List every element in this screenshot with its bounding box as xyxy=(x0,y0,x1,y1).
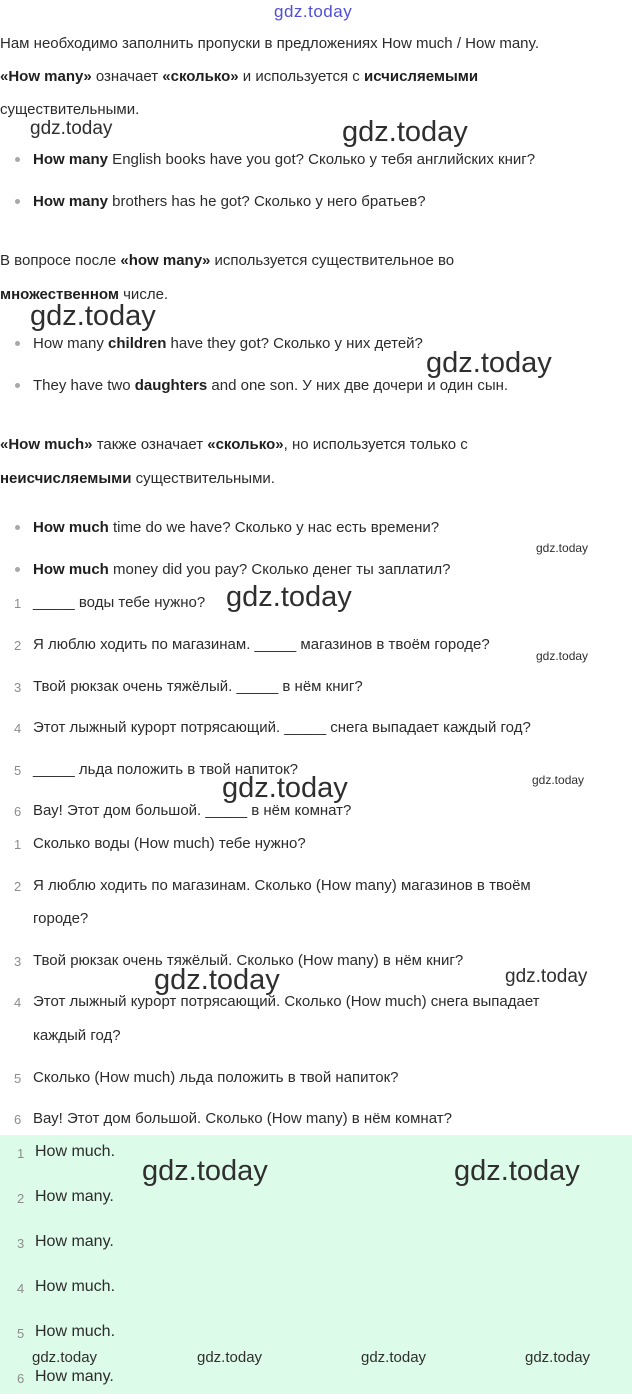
rule-much-line1 xyxy=(0,436,468,453)
word: «сколько» xyxy=(207,436,284,453)
watermark: gdz.today xyxy=(32,1349,98,1366)
term: «How much» xyxy=(0,436,93,453)
answer-number: 4 xyxy=(17,1281,25,1296)
text: , но используется только с xyxy=(283,436,468,453)
watermark-top: gdz.today xyxy=(274,2,353,21)
text: означает xyxy=(91,68,163,85)
watermark: gdz.today xyxy=(197,1349,263,1366)
answer-text: How much. xyxy=(35,1323,116,1340)
answer-text: How many. xyxy=(35,1368,114,1385)
watermark: gdz.today xyxy=(342,116,468,148)
watermark: gdz.today xyxy=(226,581,352,613)
word: «сколько» xyxy=(162,68,239,85)
text: также означает xyxy=(92,436,208,453)
example-much-1 xyxy=(33,519,439,536)
question-text: _____ воды тебе нужно? xyxy=(33,594,206,611)
bold-term: How much xyxy=(33,519,109,536)
translation-number: 5 xyxy=(14,1071,22,1086)
question-number: 4 xyxy=(14,721,22,736)
watermark: gdz.today xyxy=(222,772,348,804)
answer-number: 1 xyxy=(17,1146,25,1161)
text: используется существительное во xyxy=(210,252,455,269)
translation-text: Я люблю ходить по магазинам. Сколько (How many) магазинов в твоём xyxy=(33,877,531,894)
answer-number: 3 xyxy=(17,1236,25,1251)
text: time do we have? Сколько у нас есть времени? xyxy=(108,519,440,536)
translation-number: 4 xyxy=(14,995,22,1010)
text: They have two xyxy=(33,377,135,394)
watermark: gdz.today xyxy=(426,347,552,379)
watermark: gdz.today xyxy=(142,1155,268,1187)
watermark: gdz.today xyxy=(505,966,588,987)
bullet xyxy=(15,567,20,572)
translation-number: 6 xyxy=(14,1112,22,1127)
question-number: 5 xyxy=(14,763,22,778)
rule-many-line2: существительными. xyxy=(0,101,140,118)
term: «How many» xyxy=(0,68,92,85)
text: brothers has he got? Сколько у него братьев? xyxy=(108,193,426,210)
example-many-2 xyxy=(33,193,426,210)
translation-text-cont: городе? xyxy=(33,910,89,927)
bold-term: How much xyxy=(33,561,109,578)
bold-word: daughters xyxy=(134,377,208,394)
answer-text: How many. xyxy=(35,1188,114,1205)
example-plural-1 xyxy=(33,335,423,352)
question-text: Я люблю ходить по магазинам. _____ магазинов в твоём городе? xyxy=(33,636,490,653)
translation-text: Вау! Этот дом большой. Сколько (How many) в нём комнат? xyxy=(33,1110,452,1127)
text: English books have you got? Сколько у тебя английских книг? xyxy=(108,151,536,168)
translation-number: 3 xyxy=(14,954,22,969)
watermark: gdz.today xyxy=(30,300,156,332)
watermark: gdz.today xyxy=(536,649,589,663)
example-much-2 xyxy=(33,561,450,578)
bullet xyxy=(15,199,20,204)
answer-number: 6 xyxy=(17,1371,25,1386)
question-number: 1 xyxy=(14,596,22,611)
question-text: Этот лыжный курорт потрясающий. _____ снега выпадает каждый год? xyxy=(33,719,531,736)
bullet xyxy=(15,341,20,346)
text: How many xyxy=(33,335,109,352)
text: числе. xyxy=(118,286,169,303)
translation-text: Твой рюкзак очень тяжёлый. Сколько (How many) в нём книг? xyxy=(33,952,464,969)
text: существительными. xyxy=(131,470,275,487)
bold-term: How many xyxy=(33,151,109,168)
watermark: gdz.today xyxy=(532,773,585,787)
text: В вопросе после xyxy=(0,252,121,269)
watermark: gdz.today xyxy=(525,1349,591,1366)
plural-rule-line1 xyxy=(0,252,454,269)
bold-word: множественном xyxy=(0,286,119,303)
question-number: 6 xyxy=(14,804,22,819)
text: money did you pay? Сколько денег ты заплатил? xyxy=(108,561,451,578)
question-number: 3 xyxy=(14,680,22,695)
translation-number: 1 xyxy=(14,837,22,852)
watermark: gdz.today xyxy=(30,118,113,139)
answer-number: 2 xyxy=(17,1191,25,1206)
question-text: Твой рюкзак очень тяжёлый. _____ в нём книг? xyxy=(33,678,363,695)
translation-text: Сколько (How much) льда положить в твой напиток? xyxy=(33,1069,399,1086)
answer-text: How much. xyxy=(35,1143,116,1160)
text: have they got? Сколько у них детей? xyxy=(166,335,423,352)
translation-text: Этот лыжный курорт потрясающий. Сколько (How much) снега выпадает xyxy=(33,993,540,1010)
intro-text: Нам необходимо заполнить пропуски в предложениях How much / How many. xyxy=(0,35,540,52)
translation-number: 2 xyxy=(14,879,22,894)
answer-text: How many. xyxy=(35,1233,114,1250)
translation-text: Сколько воды (How much) тебе нужно? xyxy=(33,835,306,852)
question-number: 2 xyxy=(14,638,22,653)
bullet xyxy=(15,525,20,530)
watermark: gdz.today xyxy=(536,541,589,555)
kind: неисчисляемыми xyxy=(0,470,132,487)
watermark: gdz.today xyxy=(454,1155,580,1187)
rule-many-line1 xyxy=(0,68,478,85)
question-text: _____ льда положить в твой напиток? xyxy=(33,761,298,778)
kind: исчисляемыми xyxy=(363,68,479,85)
bullet xyxy=(15,383,20,388)
bullet xyxy=(15,157,20,162)
watermark: gdz.today xyxy=(361,1349,427,1366)
watermark: gdz.today xyxy=(154,964,280,996)
answer-text: How much. xyxy=(35,1278,116,1295)
example-plural-2 xyxy=(33,377,508,394)
text: and one son. У них две дочери и один сын. xyxy=(207,377,509,394)
bold-word: children xyxy=(108,335,167,352)
question-text: Вау! Этот дом большой. _____ в нём комнат? xyxy=(33,802,352,819)
term: «how many» xyxy=(120,252,211,269)
rule-much-line2 xyxy=(0,470,275,487)
bold-term: How many xyxy=(33,193,109,210)
translation-text-cont: каждый год? xyxy=(33,1027,121,1044)
text: и используется с xyxy=(238,68,364,85)
answer-number: 5 xyxy=(17,1326,25,1341)
example-many-1 xyxy=(33,151,535,168)
